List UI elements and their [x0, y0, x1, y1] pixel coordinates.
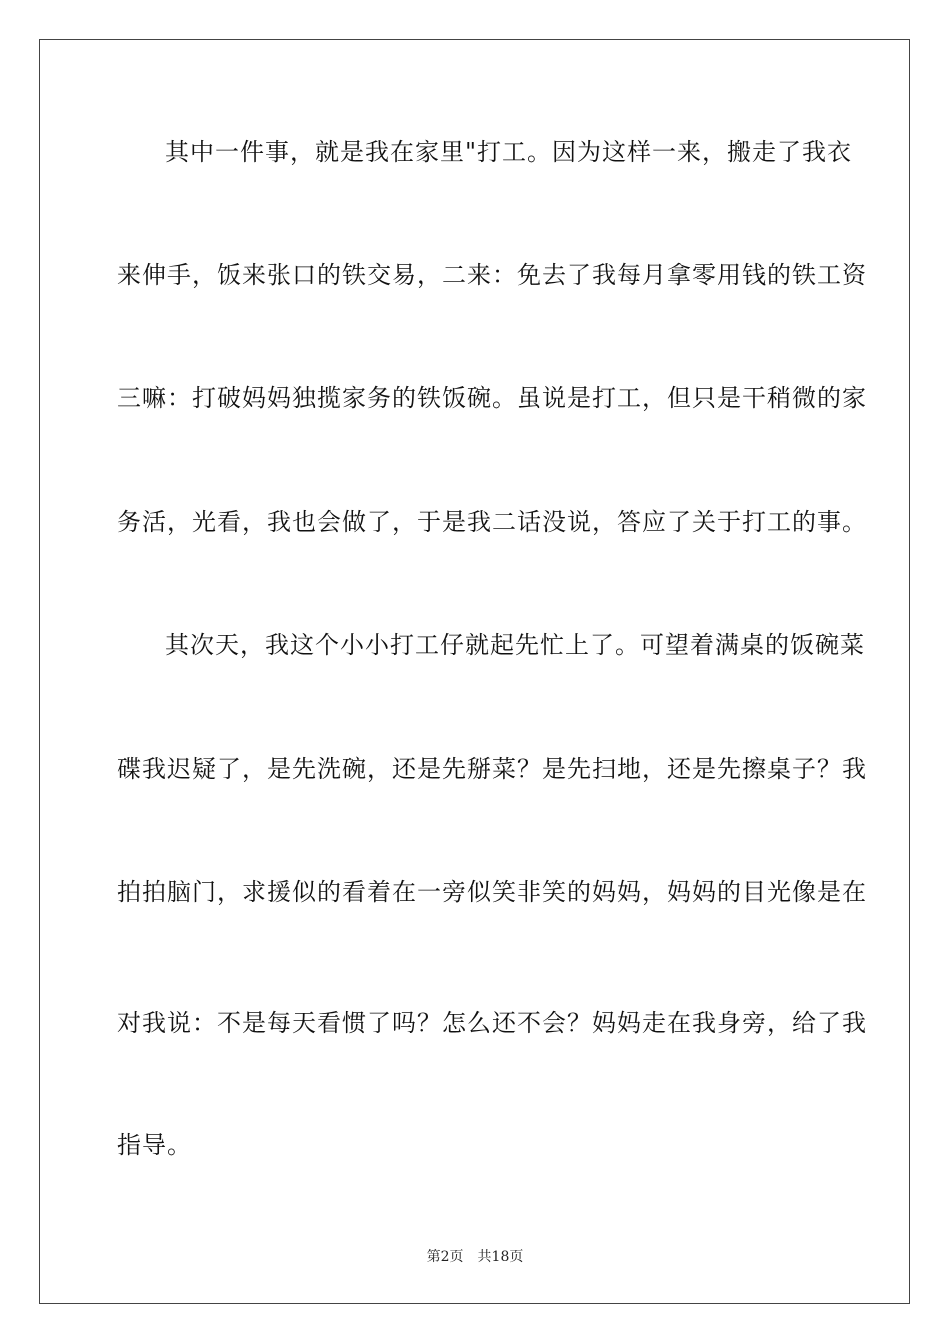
page-footer [0, 1248, 950, 1266]
paragraph-1-line-3: 三嘛：打破妈妈独揽家务的铁饭碗。虽说是打工，但只是干稍微的家 [117, 384, 867, 412]
page-border [39, 39, 910, 1304]
paragraph-2-line-3: 拍拍脑门，求援似的看着在一旁似笑非笑的妈妈，妈妈的目光像是在 [117, 878, 867, 906]
paragraph-2-line-4: 对我说：不是每天看惯了吗？怎么还不会？妈妈走在我身旁，给了我 [117, 1009, 867, 1037]
paragraph-1-line-2: 来伸手，饭来张口的铁交易，二来：免去了我每月拿零用钱的铁工资 [117, 261, 867, 289]
paragraph-2-line-2: 碟我迟疑了，是先洗碗，还是先掰菜？是先扫地，还是先擦桌子？我 [117, 755, 867, 783]
paragraph-1-line-4: 务活，光看，我也会做了，于是我二话没说，答应了关于打工的事。 [117, 508, 867, 536]
total-pages: 共18页 [477, 1249, 524, 1265]
paragraph-1-line-1: 其中一件事，就是我在家里"打工。因为这样一来，搬走了我衣 [165, 138, 853, 166]
paragraph-2-line-5: 指导。 [117, 1131, 192, 1159]
page-number: 第2页 [426, 1249, 464, 1265]
paragraph-2-line-1: 其次天，我这个小小打工仔就起先忙上了。可望着满桌的饭碗菜 [165, 631, 865, 659]
